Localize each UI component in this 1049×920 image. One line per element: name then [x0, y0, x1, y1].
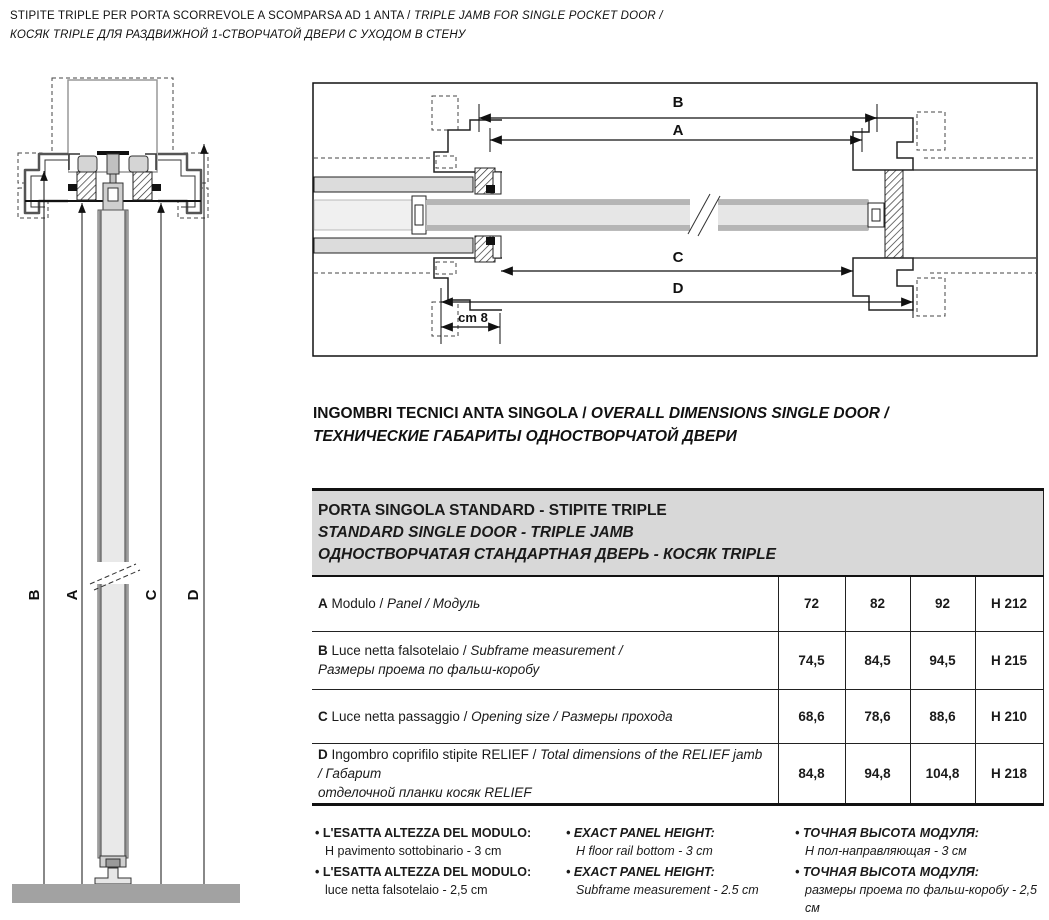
value-cell: H 210: [975, 689, 1043, 743]
dimension-cm8: [441, 310, 500, 344]
value-cell: 84,5: [845, 631, 910, 689]
dim-label-d: D: [672, 280, 684, 297]
dimension-d: [441, 280, 913, 344]
value-cell: 82: [845, 576, 910, 631]
footnote-item: • ТОЧНАЯ ВЫСОТА МОДУЛЯ: размеры проема по фальш-коробу - 2,5 см: [795, 863, 1044, 917]
value-cell: 72: [778, 576, 845, 631]
value-cell: H 215: [975, 631, 1043, 689]
footnote-item: • EXACT PANEL HEIGHT: Subframe measurement - 2.5 cm: [566, 863, 781, 899]
dim-label-b-vertical: B: [26, 589, 43, 601]
section-heading-line1: [313, 402, 889, 425]
value-cell: 94,8: [845, 743, 910, 804]
value-cell: H 212: [975, 576, 1043, 631]
table-row-d: [312, 743, 1043, 804]
value-cell: 104,8: [910, 743, 975, 804]
dim-label-c-vertical: C: [143, 589, 160, 601]
footnote-item: • L'ESATTA ALTEZZA DEL MODULO: luce netta falsotelaio - 2,5 cm: [315, 863, 550, 899]
title-italian: STIPITE TRIPLE PER PORTA SCORREVOLE A SCOMPARSA AD 1 ANTA /: [10, 10, 414, 22]
table-row-b: [312, 631, 1043, 689]
value-cell: 68,6: [778, 689, 845, 743]
vertical-section-drawing: [5, 70, 240, 905]
footnote-item: • L'ESATTA ALTEZZA DEL MODULO: H pavimento sottobinario - 3 cm: [315, 824, 550, 860]
value-cell: 74,5: [778, 631, 845, 689]
page-title-line1: [10, 7, 663, 26]
dim-label-c: C: [672, 249, 684, 266]
footnote-item: • ТОЧНАЯ ВЫСОТА МОДУЛЯ: Н пол-направляющая - 3 см: [795, 824, 1044, 860]
table-header-line2: STANDARD SINGLE DOOR - TRIPLE JAMB: [318, 524, 634, 541]
value-cell: 88,6: [910, 689, 975, 743]
horizontal-section-drawing: [312, 82, 1038, 358]
section-heading-italian: INGOMBRI TECNICI ANTA SINGOLA /: [313, 405, 591, 422]
row-label: A Modulo / Panel / Модуль: [312, 576, 778, 631]
table-header-line3: ОДНОСТВОРЧАТАЯ СТАНДАРТНАЯ ДВЕРЬ - КОСЯК TRIPLE: [318, 546, 776, 563]
footnotes-russian: [795, 824, 1044, 920]
wood-block-left: [77, 172, 96, 200]
dim-label-d-vertical: D: [185, 589, 202, 601]
table-row-c: [312, 689, 1043, 743]
section-heading-line2: ТЕХНИЧЕСКИЕ ГАБАРИТЫ ОДНОСТВОРЧАТОЙ ДВЕРИ: [313, 428, 737, 445]
dimension-a: [490, 122, 862, 152]
value-cell: H 218: [975, 743, 1043, 804]
table-header-line1: PORTA SINGOLA STANDARD - STIPITE TRIPLE: [318, 502, 667, 519]
row-label: D Ingombro coprifilo stipite RELIEF / Total dimensions of the RELIEF jamb / Габарит отделочной планки косяк RELIEF: [318, 746, 763, 800]
floor-guide: [95, 856, 131, 884]
wood-block-right: [133, 172, 152, 200]
value-cell: 92: [910, 576, 975, 631]
door-panel-vertical: [90, 210, 140, 858]
dim-label-a-vertical: A: [64, 589, 81, 601]
footnotes: [313, 824, 1044, 915]
page-title: [10, 7, 663, 45]
floor: [12, 884, 240, 903]
dim-label-a: A: [672, 122, 684, 139]
footnotes-english: [566, 824, 781, 902]
table-header: [312, 490, 1043, 577]
dim-label-b: B: [672, 94, 684, 111]
break-mark: [690, 194, 718, 236]
spec-table: [312, 488, 1044, 806]
footnotes-italian: [315, 824, 550, 902]
section-heading-english: OVERALL DIMENSIONS SINGLE DOOR /: [590, 405, 889, 422]
value-cell: 84,8: [778, 743, 845, 804]
row-label: B Luce netta falsotelaio / Subframe measurement / Размеры проема по фальш-коробу: [312, 631, 778, 689]
door-panel-horizontal: [314, 194, 884, 236]
table-row-a: [312, 576, 1043, 631]
footnote-item: • EXACT PANEL HEIGHT: H floor rail bottom - 3 cm: [566, 824, 781, 860]
dim-label-cm8: cm 8: [458, 310, 488, 325]
value-cell: 94,5: [910, 631, 975, 689]
header-assembly: [18, 78, 208, 218]
section-heading: [313, 402, 889, 448]
page-title-line2: КОСЯК TRIPLE ДЛЯ РАЗДВИЖНОЙ 1-СТВОРЧАТОЙ ДВЕРИ С УХОДОМ В СТЕНУ: [10, 29, 466, 41]
dimension-c: [501, 249, 853, 271]
title-english: TRIPLE JAMB FOR SINGLE POCKET DOOR /: [413, 10, 663, 22]
row-label: C Luce netta passaggio / Opening size / Размеры прохода: [312, 689, 778, 743]
value-cell: 78,6: [845, 689, 910, 743]
